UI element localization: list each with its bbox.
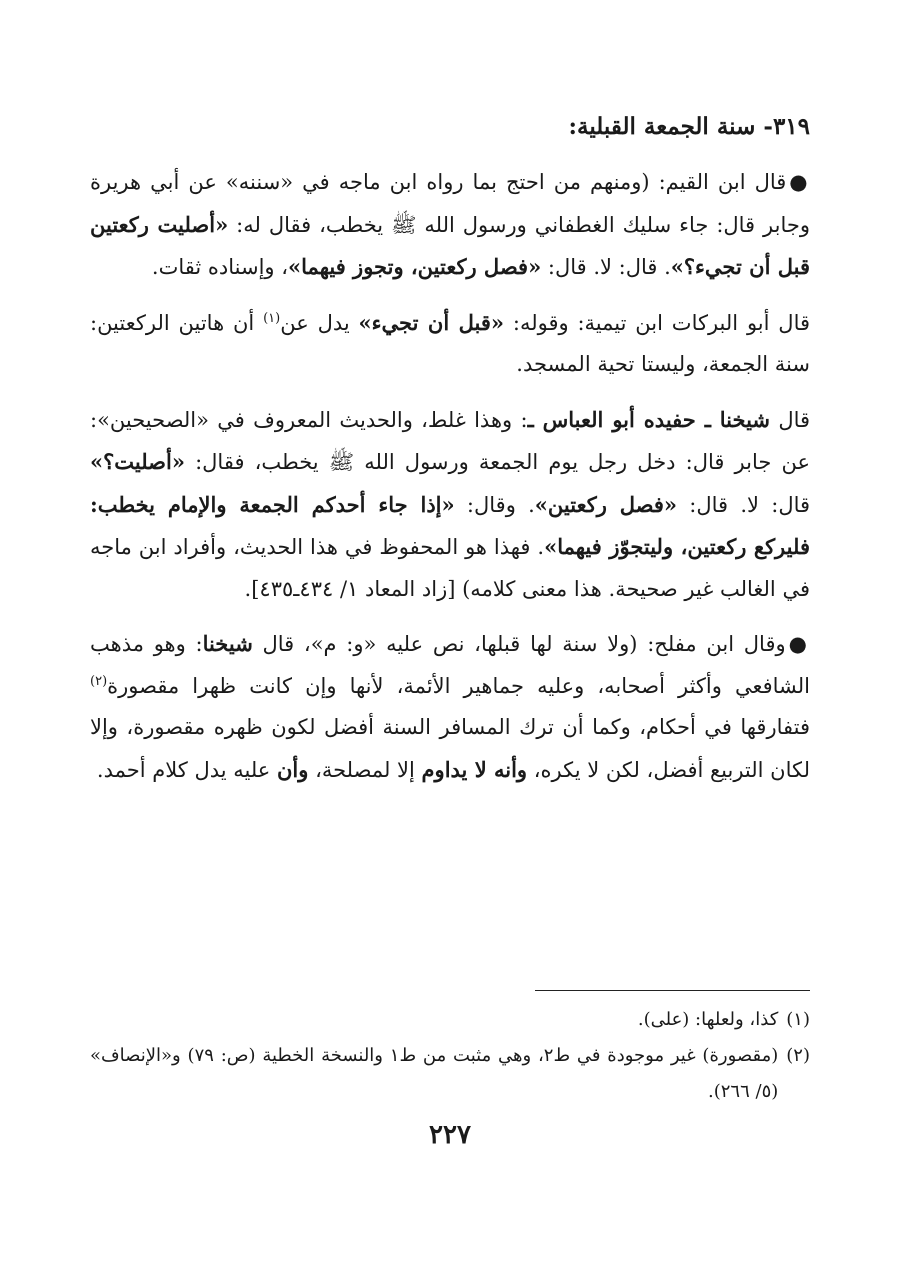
text-run: . فهذا هو المحفوظ في هذا الحديث، وأفراد ابن ماجه في الغالب غير صحيحة. هذا معنى كلامه) [زاد المعاد ١/ ٤٣٤ـ٤٣٥]. xyxy=(90,535,810,601)
text-run: قال ابن القيم: (ومنهم من احتج بما رواه ابن ماجه في «سننه» عن أبي هريرة وجابر قال: جاء سليك الغطفاني ورسول الله ﷺ يخطب، فقال له: xyxy=(90,170,810,237)
paragraph-shaykhuna xyxy=(90,399,810,611)
text-run: : وهذا غلط، والحديث المعروف في «الصحيحين»: عن جابر قال: دخل رجل يوم الجمعة ورسول الله ﷺ يخطب، فقال: xyxy=(90,407,810,474)
section-heading: ٣١٩- سنة الجمعة القبلية: xyxy=(568,113,810,140)
text-run: قال xyxy=(770,407,811,432)
footnotes xyxy=(90,1002,810,1110)
bold-phrase: وأنه لا يداوم xyxy=(421,756,528,782)
text-run: ، وإسناده ثقات. xyxy=(151,255,289,279)
hadith-quote: «فصل ركعتين، وتجوز فيهما» xyxy=(288,254,542,279)
footnote-item xyxy=(90,1002,810,1038)
bold-phrase: شيخنا ـ حفيده أبو العباس ـ xyxy=(527,406,771,432)
footnote-item xyxy=(90,1038,810,1110)
page-body xyxy=(90,105,810,804)
hadith-quote: «أصليت؟» xyxy=(90,449,185,474)
hadith-quote: «أصليت ركعتين قبل أن تجيء؟» xyxy=(90,211,810,279)
text-run: قال أبو البركات ابن تيمية: وقوله: xyxy=(504,310,811,335)
text-run: وقال ابن مفلح: (ولا سنة لها قبلها، نص عليه «و: م»، قال xyxy=(252,632,786,656)
paragraph-ibn-alqayyim xyxy=(90,161,810,289)
footnote-ref-1[interactable]: (١) xyxy=(263,310,281,326)
bullet-marker: ● xyxy=(789,169,810,194)
text-run: عليه يدل كلام أحمد. xyxy=(96,757,277,782)
text-run: قال: لا. قال: xyxy=(677,492,811,517)
text-run: . قال: لا. قال: xyxy=(541,255,671,279)
page-number: ٢٢٧ xyxy=(429,1120,471,1150)
text-run: إلا لمصلحة، xyxy=(308,757,422,782)
text-run: . وقال: xyxy=(454,492,535,517)
text-run: أن هاتين الركعتين: سنة الجمعة، وليستا تحية المسجد. xyxy=(90,310,810,376)
text-run: يدل عن xyxy=(280,310,359,335)
hadith-quote: «قبل أن تجيء» xyxy=(358,309,505,335)
footnote-text: كذا، ولعلها: (على). xyxy=(637,1009,779,1030)
text-run: فتفارقها في أحكام، وكما أن ترك المسافر السنة أفضل لكون ظهره مقصورة، وإلا لكان التربيع أفضل، لكن لا يكره، xyxy=(90,715,810,782)
footnote-divider xyxy=(535,990,810,991)
bullet-marker: ● xyxy=(788,631,810,656)
footnote-ref-2[interactable]: (٢) xyxy=(90,673,108,689)
paragraph-abu-albarakat xyxy=(90,302,810,386)
footnote-text: (مقصورة) غير موجودة في ط٢، وهي مثبت من ط١ والنسخة الخطية (ص: ٧٩) و«الإنصاف» (٥/ ٢٦٦). xyxy=(90,1045,779,1102)
footnote-number: (١) xyxy=(786,1009,810,1030)
bold-phrase: شيخنا xyxy=(202,631,253,656)
text-run: : وهو مذهب الشافعي وأكثر أصحابه، وعليه جماهير الأئمة، لأنها وإن كانت ظهرا مقصورة xyxy=(90,632,810,698)
hadith-quote: «إذا جاء أحدكم الجمعة والإمام يخطب: فليركع ركعتين، وليتجوّز فيهما» xyxy=(90,491,810,559)
footnote-number: (٢) xyxy=(786,1045,810,1066)
paragraph-ibn-muflih xyxy=(90,623,810,791)
bold-phrase: وأن xyxy=(277,756,309,782)
hadith-quote: «فصل ركعتين» xyxy=(534,491,678,517)
